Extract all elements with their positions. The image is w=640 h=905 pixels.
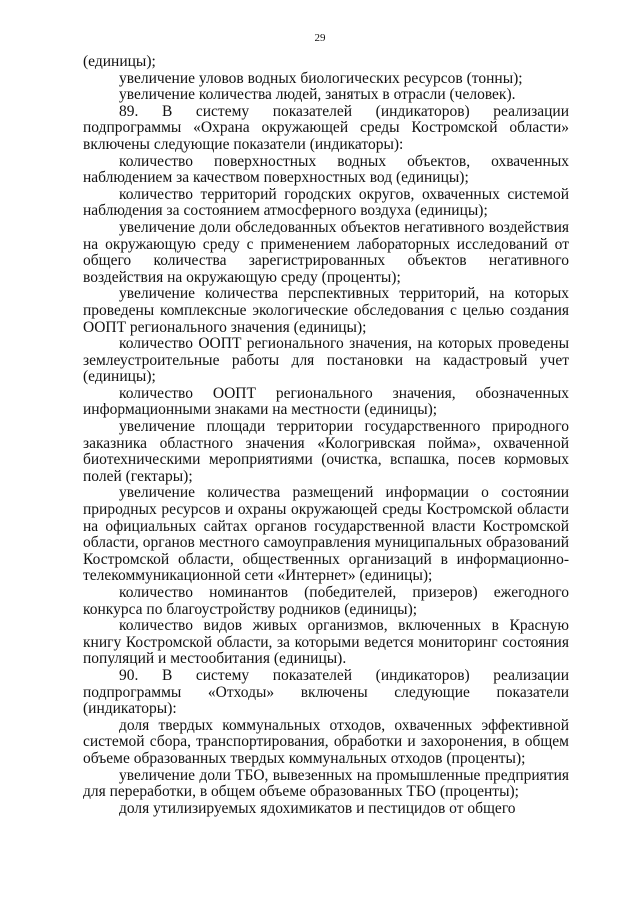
paragraph: увеличение количества размещений информации о состоянии природных ресурсов и охраны окружающей среды Костромской области на официальных сайтах органов государственной власти Костромской области, органов местного самоуправления муниципальных образований Костромской области, общественных организаций в информационно-телекоммуникационной сети «Интернет» (единицы);: [83, 484, 569, 585]
paragraph: количество видов живых организмов, включенных в Красную книгу Костромской области, за которыми ведется мониторинг состояния популяций и местообитания (единицы).: [83, 617, 569, 668]
paragraph: увеличение доли ТБО, вывезенных на промышленные предприятия для переработки, в общем объеме образованных ТБО (проценты);: [83, 766, 569, 801]
paragraph: количество ООПТ регионального значения, обозначенных информационными знаками на местности (единицы);: [83, 384, 569, 419]
paragraph: увеличение доли обследованных объектов негативного воздействия на окружающую среду с применением лабораторных исследований от общего количества зарегистрированных объектов негативного воздействия на окружающую среду (проценты);: [83, 218, 569, 286]
page-number: 29: [314, 32, 326, 44]
document-body: [83, 54, 569, 817]
paragraph: увеличение площади территории государственного природного заказника областного значения «Кологривская пойма», охваченной биотехническими мероприятиями (очистка, вспашка, посев кормовых полей (гектары);: [83, 418, 569, 485]
paragraph: увеличение количества людей, занятых в отрасли (человек).: [119, 86, 516, 104]
paragraph: количество номинантов (победителей, призеров) ежегодного конкурса по благоустройству родников (единицы);: [83, 584, 569, 618]
paragraph: количество поверхностных водных объектов, охваченных наблюдением за качеством поверхностных вод (единицы);: [83, 152, 569, 187]
paragraph: доля утилизируемых ядохимикатов и пестицидов от общего: [119, 799, 516, 817]
paragraph-section-89: 89. В систему показателей (индикаторов) реализации подпрограммы «Охрана окружающей среды Костромской области» включены следующие показатели (индикаторы):: [83, 102, 569, 153]
paragraph: количество ООПТ регионального значения, на которых проведены землеустроительные работы для постановки на кадастровый учет (единицы);: [83, 335, 569, 386]
paragraph: количество территорий городских округов, охваченных системой наблюдения за состоянием атмосферного воздуха (единицы);: [83, 185, 569, 220]
paragraph-section-90: 90. В систему показателей (индикаторов) реализации подпрограммы «Отходы» включены следующие показатели (индикаторы):: [83, 666, 569, 718]
paragraph: увеличение количества перспективных территорий, на которых проведены комплексные экологические обследования с целью создания ООПТ регионального значения (единицы);: [83, 285, 569, 336]
paragraph: доля твердых коммунальных отходов, охваченных эффективной системой сбора, транспортирования, обработки и захоронения, в общем объеме образованных твердых коммунальных отходов (проценты);: [83, 716, 569, 767]
paragraph: увеличение уловов водных биологических ресурсов (тонны);: [119, 69, 523, 87]
paragraph: (единицы);: [83, 53, 156, 70]
